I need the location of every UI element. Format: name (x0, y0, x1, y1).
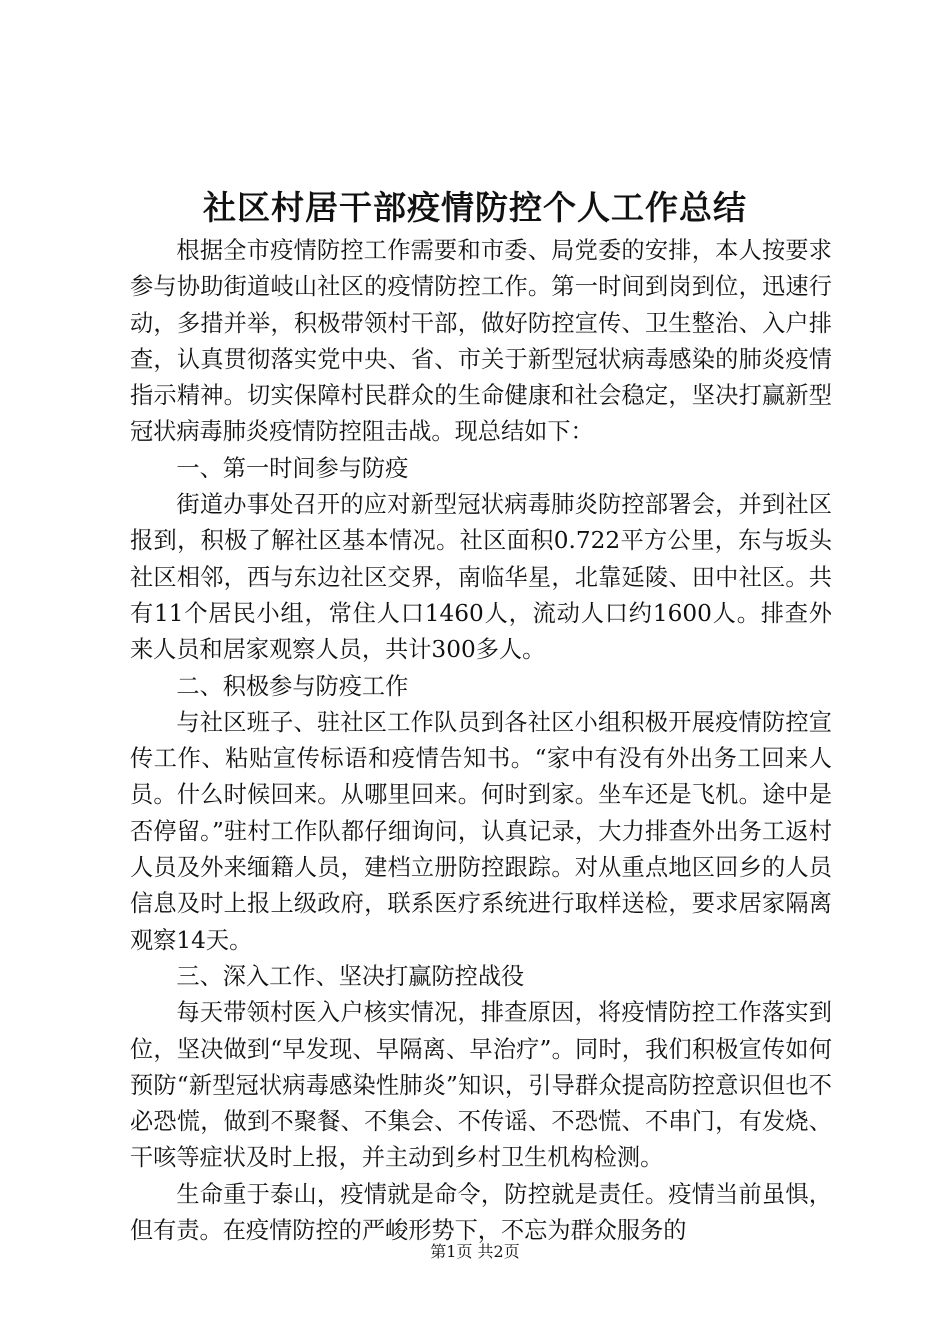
page-number-footer: 第1页 共2页 (430, 1242, 520, 1261)
document-body (130, 233, 832, 1249)
closing-paragraph: 生命重于泰山，疫情就是命令，防控就是责任。疫情当前虽惧，但有责。在疫情防控的严峻形势下，不忘为群众服务的 (130, 1180, 832, 1245)
section-heading-1: 一、第一时间参与防疫 (176, 454, 409, 482)
section-3-paragraph: 每天带领村医入户核实情况，排查原因，将疫情防控工作落实到位，坚决做到“早发现、早隔离、早治疗”。同时，我们积极宣传如何预防“新型冠状病毒感染性肺炎”知识，引导群众提高防控意识但也不必恐慌，做到不聚餐、不集会、不传谣、不恐慌、不串门，有发烧、干咳等症状及时上报，并主动到乡村卫生机构检测。 (130, 999, 832, 1172)
document-title: 社区村居干部疫情防控个人工作总结 (203, 188, 747, 227)
section-heading-3: 三、深入工作、坚决打赢防控战役 (176, 962, 525, 990)
section-2-paragraph: 与社区班子、驻社区工作队员到各社区小组积极开展疫情防控宣传工作、粘贴宣传标语和疫情告知书。“家中有没有外出务工回来人员。什么时候回来。从哪里回来。何时到家。坐车还是飞机。途中是否停留。”驻村工作队都仔细询问，认真记录，大力排查外出务工返村人员及外来缅籍人员，建档立册防控跟踪。对从重点地区回乡的人员信息及时上报上级政府，联系医疗系统进行取样送检，要求居家隔离观察14天。 (130, 708, 832, 954)
intro-paragraph: 根据全市疫情防控工作需要和市委、局党委的安排，本人按要求参与协助街道岐山社区的疫情防控工作。第一时间到岗到位，迅速行动，多措并举，积极带领村干部，做好防控宣传、卫生整治、入户排查，认真贯彻落实党中央、省、市关于新型冠状病毒感染的肺炎疫情指示精神。切实保障村民群众的生命健康和社会稳定，坚决打赢新型冠状病毒肺炎疫情防控阻击战。现总结如下： (130, 237, 832, 446)
section-1-paragraph: 街道办事处召开的应对新型冠状病毒肺炎防控部署会，并到社区报到，积极了解社区基本情况。社区面积0.722平方公里，东与坂头社区相邻，西与东边社区交界，南临华星，北靠延陵、田中社区。共有11个居民小组，常住人口1460人，流动人口约1600人。排查外来人员和居家观察人员，共计300多人。 (130, 491, 832, 664)
section-heading-2: 二、积极参与防疫工作 (176, 672, 409, 700)
